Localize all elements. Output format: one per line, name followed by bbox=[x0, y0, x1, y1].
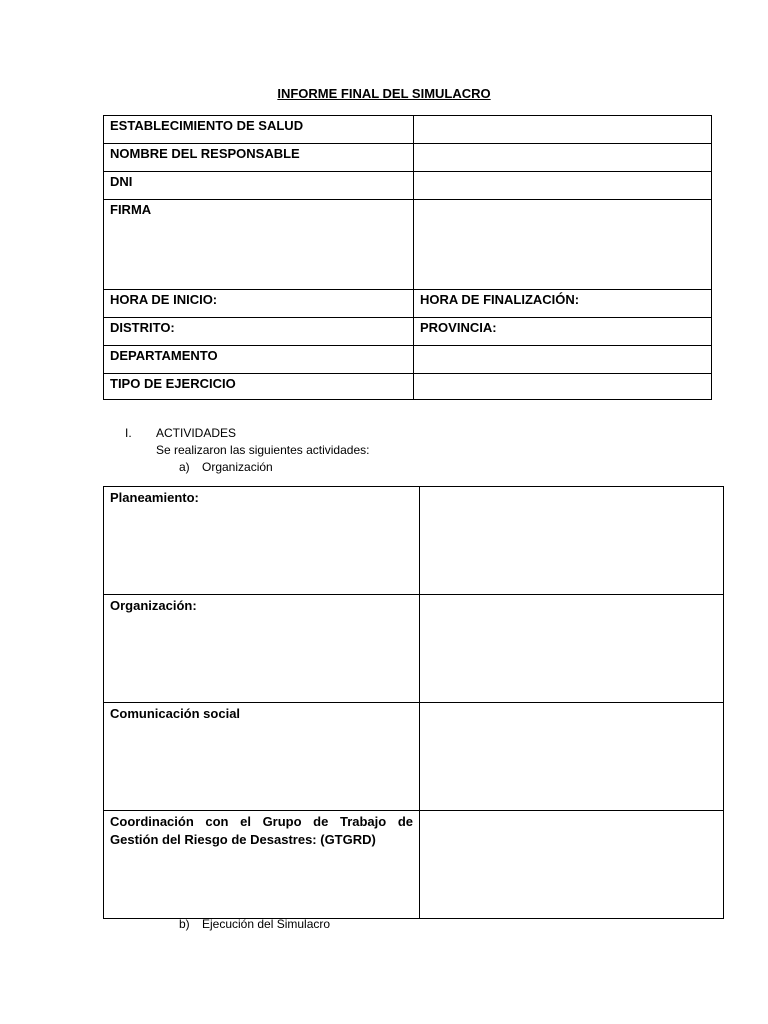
table-row bbox=[104, 318, 712, 346]
activities-table bbox=[103, 486, 724, 919]
table-row bbox=[104, 200, 712, 290]
firma-label: FIRMA bbox=[104, 200, 414, 290]
list-item-b-marker: b) bbox=[179, 917, 190, 931]
table-row bbox=[104, 487, 724, 595]
tipo-ejercicio-label: TIPO DE EJERCICIO bbox=[104, 374, 414, 400]
distrito-label: DISTRITO: bbox=[104, 318, 414, 346]
comunicacion-value-cell[interactable] bbox=[420, 703, 724, 811]
table-row bbox=[104, 172, 712, 200]
table-row bbox=[104, 595, 724, 703]
comunicacion-label: Comunicación social bbox=[104, 703, 420, 811]
responsable-value-cell[interactable] bbox=[414, 144, 712, 172]
departamento-value-cell[interactable] bbox=[414, 346, 712, 374]
table-row bbox=[104, 290, 712, 318]
hora-inicio-label: HORA DE INICIO: bbox=[104, 290, 414, 318]
table-row bbox=[104, 703, 724, 811]
table-row bbox=[104, 144, 712, 172]
document-title: INFORME FINAL DEL SIMULACRO bbox=[277, 86, 491, 101]
table-row bbox=[104, 811, 724, 919]
establecimiento-label: ESTABLECIMIENTO DE SALUD bbox=[104, 116, 414, 144]
dni-value-cell[interactable] bbox=[414, 172, 712, 200]
section-number: I. bbox=[125, 426, 132, 440]
section-title: ACTIVIDADES bbox=[156, 426, 237, 440]
info-table bbox=[103, 115, 712, 400]
dni-label: DNI bbox=[104, 172, 414, 200]
firma-value-cell[interactable] bbox=[414, 200, 712, 290]
planeamiento-label: Planeamiento: bbox=[104, 487, 420, 595]
planeamiento-value-cell[interactable] bbox=[420, 487, 724, 595]
responsable-label: NOMBRE DEL RESPONSABLE bbox=[104, 144, 414, 172]
list-item-a-marker: a) bbox=[179, 460, 190, 474]
table-row bbox=[104, 374, 712, 400]
table-row bbox=[104, 346, 712, 374]
list-item-b-label: Ejecución del Simulacro bbox=[202, 917, 331, 931]
coordinacion-label: Coordinación con el Grupo de Trabajo de Gestión del Riesgo de Desastres: (GTGRD) bbox=[104, 811, 420, 919]
section-intro: Se realizaron las siguientes actividades: bbox=[156, 443, 370, 457]
organizacion-label: Organización: bbox=[104, 595, 420, 703]
hora-finalizacion-label: HORA DE FINALIZACIÓN: bbox=[414, 290, 712, 318]
provincia-label: PROVINCIA: bbox=[414, 318, 712, 346]
organizacion-value-cell[interactable] bbox=[420, 595, 724, 703]
establecimiento-value-cell[interactable] bbox=[414, 116, 712, 144]
departamento-label: DEPARTAMENTO bbox=[104, 346, 414, 374]
list-item-a-label: Organización bbox=[202, 460, 273, 474]
tipo-ejercicio-value-cell[interactable] bbox=[414, 374, 712, 400]
coordinacion-value-cell[interactable] bbox=[420, 811, 724, 919]
table-row bbox=[104, 116, 712, 144]
